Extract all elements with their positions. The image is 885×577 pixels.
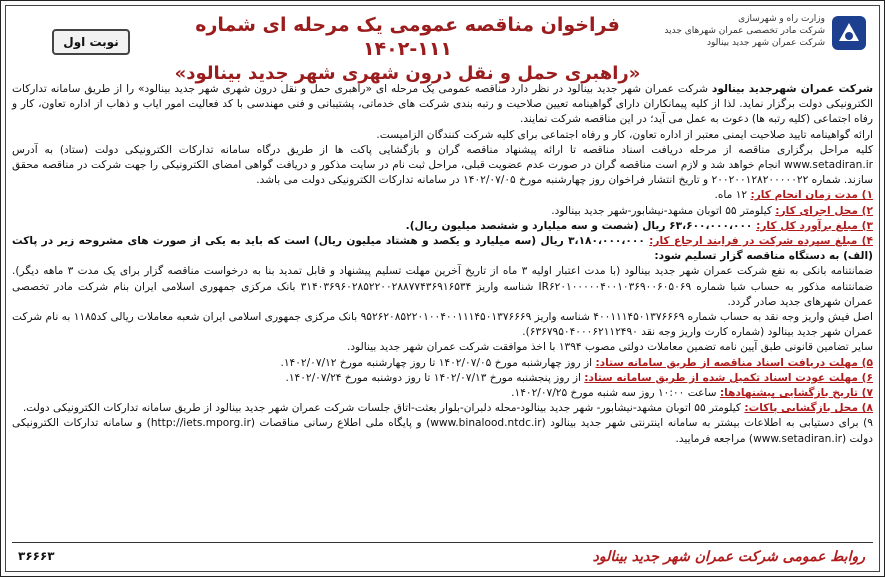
schedule-return-text: از روز پنجشنبه مورخ ۱۴۰۲/۰۷/۱۳ تا روز دوشنبه مورخ ۱۴۰۲/۰۷/۲۴.	[285, 371, 585, 384]
title-line-2: «راهبری حمل و نقل درون شهری شهر جدید بینالود»	[174, 63, 641, 84]
item-location-label: ۲) محل اجرای کار:	[775, 204, 873, 217]
more-info-paragraph: ۹) برای دستیابی به اطلاعات بیشتر به سامانه اینترنتی شهر جدید بینالود (www.binalood.ntdc.ir) و پایگاه ملی اطلاع رسانی مناقصات (http://iets.mporg.ir) و سامانه تدارکات الکترونیکی دولت (www.setadiran.ir) مراجعه فرمایید.	[12, 417, 873, 445]
logo-line-ministry: وزارت راه و شهرسازی	[738, 14, 825, 24]
notice-title	[158, 13, 657, 87]
guarantee-other: سایر تضامین قانونی طبق آیین نامه تضمین معاملات دولتی مصوب ۱۳۹۴ با اخذ موافقت شرکت عمران شهر جدید بینالود.	[346, 341, 873, 354]
item-location	[12, 204, 873, 219]
notice-header	[8, 9, 877, 84]
item-location-text: کیلومتر ۵۵ اتوبان مشهد-نیشابور-شهر جدید بینالود.	[551, 204, 776, 217]
schedule-opening-date	[12, 386, 873, 401]
company-name: شرکت عمران شهرجدید بینالود	[711, 83, 873, 95]
public-relations-signature: روابط عمومی شرکت عمران شهر جدید بینالود	[592, 549, 865, 565]
item-deposit-label: ۴) مبلغ سپرده شرکت در فرایند ارجاع کار:	[649, 235, 873, 248]
organization-logo-block	[664, 11, 869, 71]
schedule-return-label: ۶) مهلت عودت اسناد تکمیل شده از طریق سامانه ستاد:	[584, 371, 873, 384]
schedule-opening-label: ۷) تاریخ بازگشایی پیشنهادها:	[719, 387, 873, 400]
logo-line-company: شرکت عمران شهر جدید بینالود	[707, 38, 825, 48]
item-duration-text: ۱۲ ماه.	[714, 189, 751, 202]
schedule-receipt-label: ۵) مهلت دریافت اسناد مناقصه از طریق سامانه ستاد:	[595, 356, 873, 369]
logo-line-parent-company: شرکت مادر تخصصی عمران شهرهای جدید	[664, 26, 825, 36]
item-estimate-label: ۳) مبلغ برآورد کل کار:	[756, 219, 873, 232]
ad-code: ۳۶۶۶۳	[18, 549, 55, 563]
item-estimate	[12, 219, 873, 234]
guarantee-bank: ضمانتنامه بانکی به نفع شرکت عمران شهر جدید بینالود (با مدت اعتبار اولیه ۳ ماه از تاریخ آخرین مهلت تسلیم پیشنهاد و قابل تمدید بنا به درخواست مناقصه گزار برای یک مدت ۳ ماهه دیگر). ضمانتنامه مذکور به حساب شبا شماره IR۶۲۰۱۰۰۰۰۰۴۰۰۱۰۳۶۹۰۰۶۰۵۰۶۹ شناسه واریز ۳۱۴۰۳۶۹۶۰۲۸۵۲۲۰۰۲۸۸۷۷۴۳۶۹۱۶۵۳۴ بانک مرکزی جمهوری اسلامی ایران بنام شرکت مادر تخصصی عمران شهرهای جدید صادر گردد.	[12, 265, 873, 308]
schedule-place-text: کیلومتر ۵۵ اتوبان مشهد-نیشابور- شهر جدید بینالود-محله دلبران-بلوار بعثت-اتاق جلسات شرکت عمران شهر جدید بینالود از طریق سامانه تدارکات الکترونیکی دولت.	[22, 402, 745, 415]
intro-text: شرکت عمران شهر جدید بینالود در نظر دارد مناقصه عمومی یک مرحله ای «راهبری حمل و نقل درون شهری شهر جدید بینالود» را از طریق سامانه تدارکات الکترونیکی دولت برگزار نماید. لذا از کلیه پیمانکاران دارای گواهینامه تعیین صلاحیت و رتبه بندی شرکت های خدماتی، پشتیبانی و فنی مهندسی با کد فعالیت امور ایاب و ذهاب از اداره تعاون، کار و رفاه اجتماعی (کلیه رتبه ها) دعوت به عمل می آید؛ در این مناقصه شرکت نمایند.	[12, 83, 873, 126]
title-line-1: فراخوان مناقصه عمومی یک مرحله ای شماره ۱۱۱-۱۴۰۲	[195, 14, 620, 60]
notice-body	[12, 82, 873, 541]
schedule-documents-return	[12, 371, 873, 386]
organization-name-lines	[664, 13, 825, 49]
item-deposit-text: ۳،۱۸۰،۰۰۰،۰۰۰ ریال (سه میلیارد و یکصد و هشتاد میلیون ریال) است که باید به یکی از صورت های مشروحه زیر در پاکت (الف) به دستگاه مناقصه گزار تسلیم شود:	[12, 235, 873, 263]
schedule-receipt-text: از روز چهارشنبه مورخ ۱۴۰۲/۰۷/۰۵ تا روز چهارشنبه مورخ ۱۴۰۲/۰۷/۱۲.	[280, 356, 596, 369]
guarantee-cash: اصل فیش واریز وجه نقد به حساب شماره ۴۰۰۱۱۱۴۵۰۱۳۷۶۶۶۹ شناسه واریز ۹۵۲۶۲۰۸۵۲۲۰۱۰۰۴۰۰۱۱۱۴۵۰۱۳۷۶۶۶۹ بانک مرکزی جمهوری اسلامی ایران شعبه معاملات ریالی کد۱۱۸۵ به نام شرکت عمران شهر جدید بینالود (شماره کارت واریز وجه نقد ۶۳۶۷۹۵۰۴۰۰۰۶۲۱۱۲۴۹۰).	[12, 311, 873, 339]
item-duration-label: ۱) مدت زمان انجام کار:	[750, 189, 873, 202]
setad-process-paragraph: کلیه مراحل برگزاری مناقصه از مرحله دریافت اسناد مناقصه تا ارائه پیشنهاد مناقصه گران و بازگشایی پاکت ها از طریق درگاه سامانه تدارکات الکترونیکی دولت (ستاد) به آدرس www.setadiran.ir انجام خواهد شد و لازم است مناقصه گران در صورت عدم عضویت قبلی، مراحل ثبت نام در سایت مذکور و دریافت گواهی امضای الکترونیکی را جهت شرکت در مناقصه محقق سازند. شماره ۲۰۰۲۰۰۱۲۸۲۰۰۰۰۰۲۲ و تاریخ انتشار فراخوان روز چهارشنبه مورخ ۱۴۰۲/۰۷/۰۵ در سامانه تدارکات الکترونیکی دولت می باشد.	[12, 143, 873, 187]
schedule-opening-text: ساعت ۱۰:۰۰ روز سه شنبه مورخ ۱۴۰۲/۰۷/۲۵.	[511, 387, 720, 400]
schedule-documents-receipt	[12, 356, 873, 371]
notice-footer	[12, 542, 873, 567]
schedule-place-label: ۸) محل بازگشایی پاکات:	[744, 402, 873, 415]
safety-certificate-paragraph: ارائه گواهینامه تایید صلاحیت ایمنی معتبر از اداره تعاون، کار و رفاه اجتماعی برای کلیه شرکت کنندگان الزامیست.	[376, 128, 873, 141]
intro-paragraph	[12, 82, 873, 128]
item-deposit	[12, 234, 873, 264]
notice-frame	[5, 5, 880, 572]
publication-round-badge: نوبت اول	[52, 29, 130, 55]
organization-logo-icon	[829, 13, 869, 53]
item-duration	[12, 188, 873, 203]
schedule-opening-place	[12, 401, 873, 416]
item-estimate-text: ۶۳،۶۰۰،۰۰۰،۰۰۰ ریال (شصت و سه میلیارد و ششصد میلیون ریال).	[405, 219, 757, 232]
